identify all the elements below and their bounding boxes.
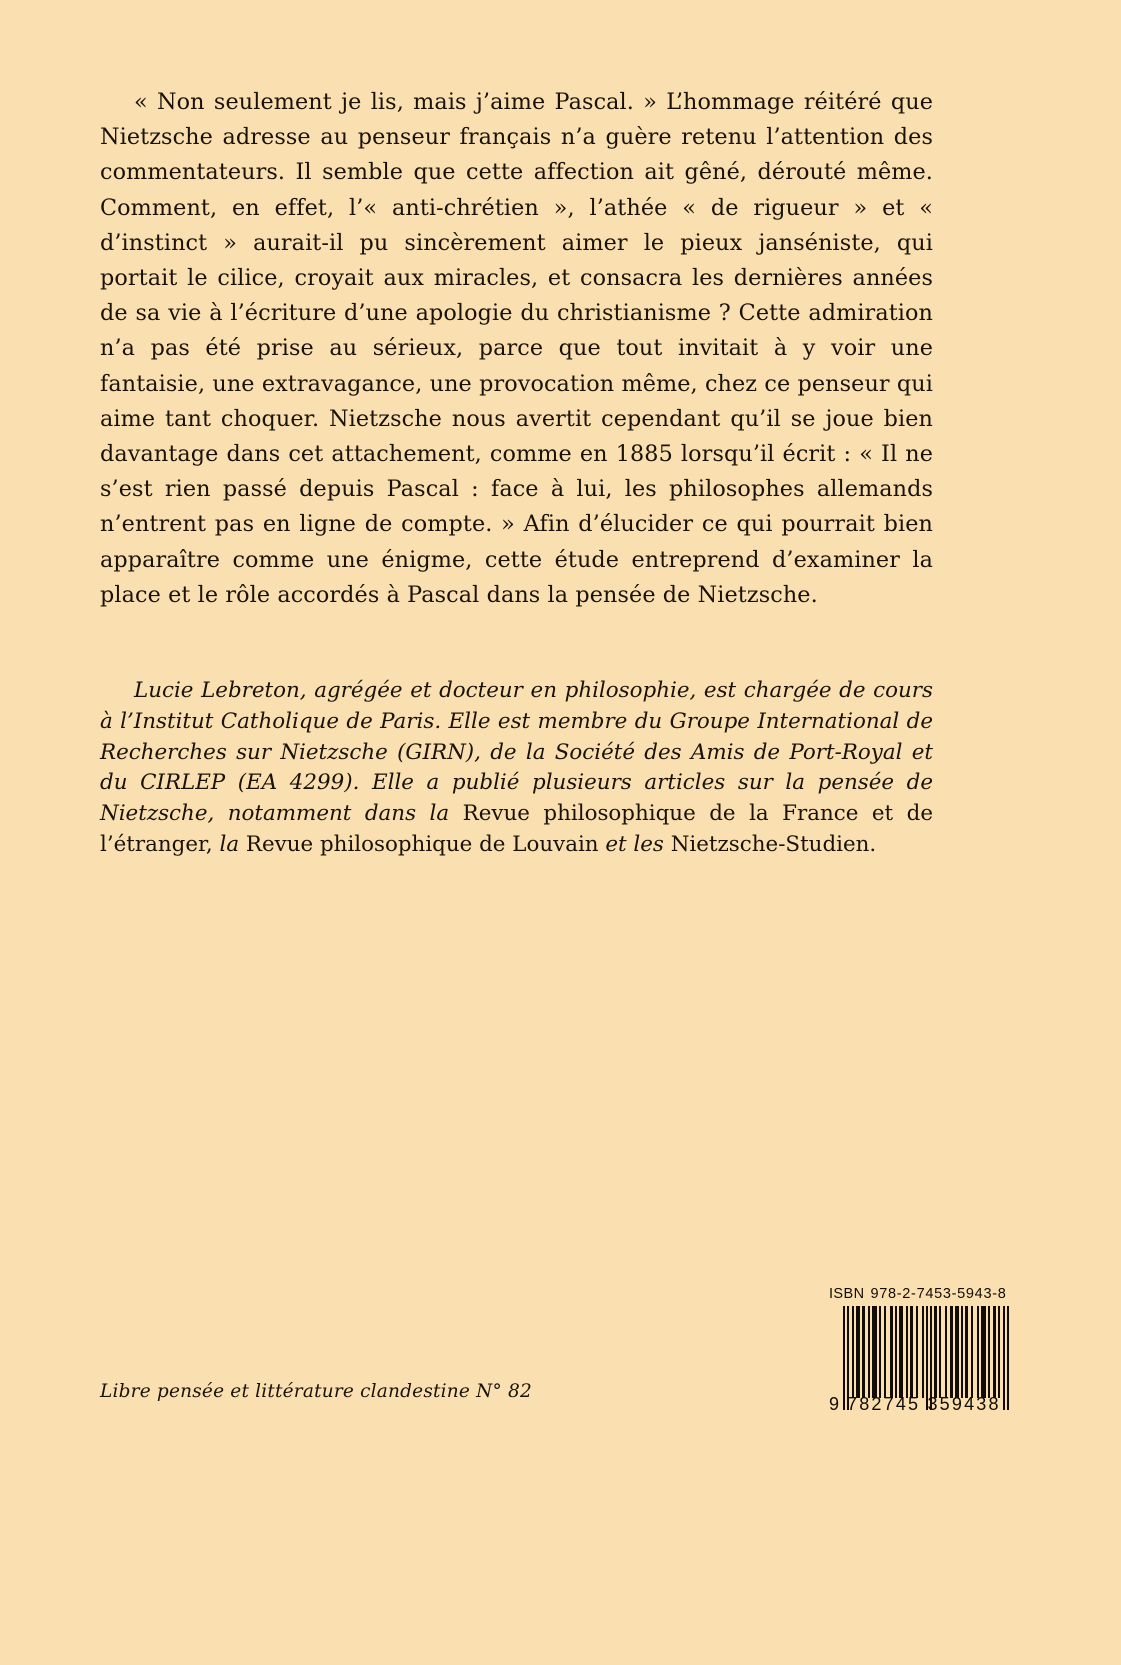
- author-biography: [100, 676, 933, 861]
- blurb-text: « Non seulement je lis, mais j’aime Pascal. » L’hommage réitéré que Nietzsche adresse au penseur français n’a guère retenu l’attention des commentateurs. Il semble que cette affection ait gêné, dérouté même. Comment, en effet, l’« anti-chrétien », l’athée « de rigueur » et « d’instinct » aurait-il pu sincèrement aimer le pieux janséniste, qui portait le cilice, croyait aux miracles, et consacra les dernières années de sa vie à l’écriture d’une apologie du christianisme ? Cette admiration n’a pas été prise au sérieux, parce que tout invitait à y voir une fantaisie, une extravagance, une provocation même, chez ce penseur qui aime tant choquer. Nietzsche nous avertit cependant qu’il se joue bien davantage dans cet attachement, comme en 1885 lorsqu’il écrit : « Il ne s’est rien passé depuis Pascal : face à lui, les philosophes allemands n’entrent pas en ligne de compte. » Afin d’élucider ce qui pourrait bien apparaître comme une énigme, cette étude entreprend d’examiner la place et le rôle accordés à Pascal dans la pensée de Nietzsche.: [100, 89, 933, 608]
- barcode-bars: [843, 1306, 1033, 1398]
- barcode-main-digits: 782745 359438: [847, 1394, 1001, 1414]
- author-bio-part-3: et les: [598, 831, 671, 857]
- author-bio-part-1: Lucie Lebreton, agrégée et docteur en philosophie, est chargée de cours à l’Institut Catholique de Paris. Elle est membre du Groupe International de Recherches sur Nietzsche (GIRN), de la Société des Amis de Port-Royal et du CIRLEP (EA 4299). Elle a publié plusieurs articles sur la pensée de Nietzsche, notamment dans la: [100, 678, 933, 827]
- journal-title-revue-philosophique-france: Revue philosophique de la France et de l’étranger,: [100, 801, 933, 857]
- barcode-lead-digit: 9: [829, 1394, 842, 1414]
- barcode: [829, 1306, 1033, 1416]
- isbn-number: 978-2-7453-5943-8: [870, 1286, 1007, 1302]
- isbn-label: ISBN: [829, 1286, 865, 1302]
- author-bio-part-2: la: [212, 831, 246, 857]
- series-label: Libre pensée et littérature clandestine N° 82: [100, 1381, 532, 1402]
- isbn-block: [829, 1286, 1033, 1416]
- isbn-label-line: [829, 1286, 1033, 1302]
- blurb-paragraph: [100, 85, 933, 613]
- journal-title-nietzsche-studien: Nietzsche-Studien.: [670, 831, 877, 857]
- journal-title-revue-philosophique-louvain: Revue philosophique de Louvain: [245, 831, 599, 857]
